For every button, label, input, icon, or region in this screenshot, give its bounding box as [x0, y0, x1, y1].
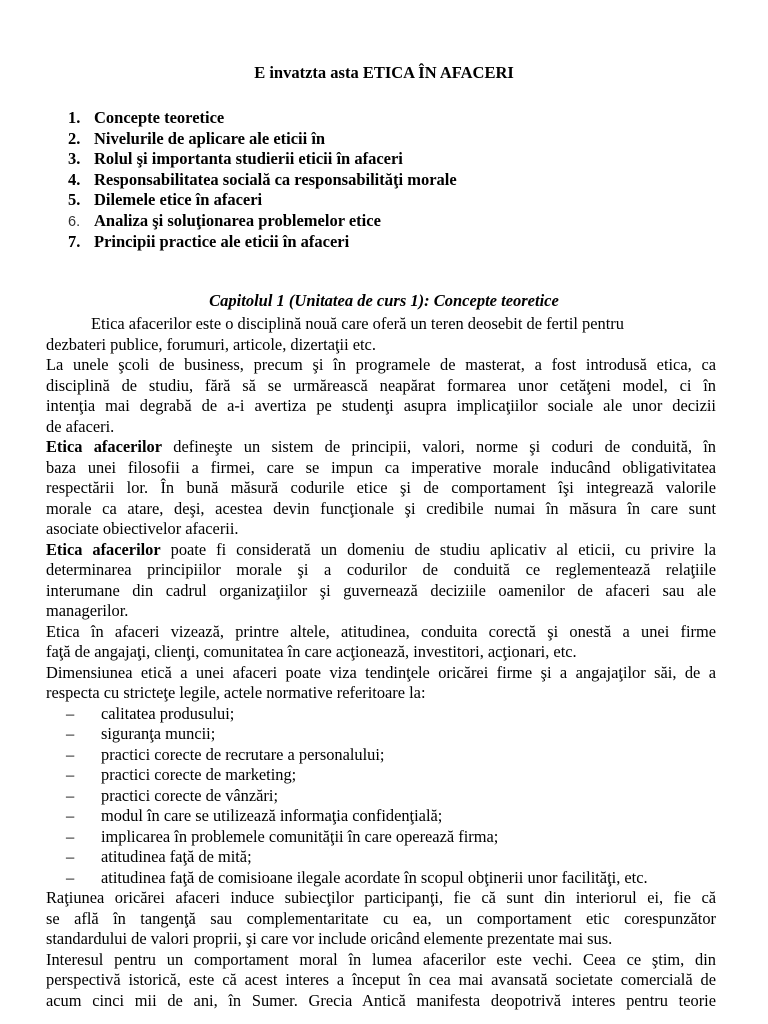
toc-item: [68, 129, 457, 150]
paragraph-text: poate fi considerată un domeniu de studiu aplicativ al eticii, cu privire la: [160, 539, 717, 559]
dash-bullet: –: [66, 826, 75, 846]
body-text: [46, 314, 716, 1011]
toc-item: [68, 170, 457, 191]
list-item: [46, 786, 716, 807]
paragraph-line: managerilor.: [46, 601, 129, 620]
toc-item: [68, 190, 457, 211]
dash-bullet: –: [66, 765, 75, 784]
paragraph-line: disciplină de studiu, fără să se urmărească neapărat formarea unor cetăţeni model, ci în: [46, 375, 716, 395]
paragraph-line: intenţia mai degrabă de a-i avertiza pe studenţi asupra implicaţiilor sociale ale unor decizii: [46, 396, 716, 415]
toc-item: [68, 108, 457, 129]
list-item-text: practici corecte de recrutare a personalului;: [101, 744, 385, 764]
paragraph-line: morale ca atare, deşi, acestea devin funcţionale şi credibile numai în măsura în care sunt: [46, 498, 716, 518]
toc-item: [68, 232, 457, 253]
dash-bullet: –: [66, 806, 75, 825]
toc-text: Concepte teoretice: [94, 108, 225, 127]
dash-bullet: –: [66, 867, 75, 887]
toc-item: [68, 211, 457, 233]
toc-number: 2.: [68, 128, 81, 148]
paragraph-line: Interesul pentru un comportament moral în lumea afacerilor este vechi. Ceea ce ştim, din: [46, 949, 716, 969]
toc-number: 6.: [68, 213, 81, 230]
list-item: [46, 704, 716, 725]
dash-bullet: –: [66, 744, 75, 764]
dash-bullet: –: [66, 847, 75, 866]
paragraph-line: Etica în afaceri vizează, printre altele, atitudinea, conduita corectă şi onestă a unei firme: [46, 621, 716, 641]
paragraph-line: baza unei filosofii a firmei, care se impun ca imperative morale inducând obligativitatea: [46, 457, 716, 477]
chapter-heading: Capitolul 1 (Unitatea de curs 1): Concepte teoretice: [209, 291, 559, 310]
list-item: [46, 765, 716, 786]
toc-number: 1.: [68, 108, 81, 127]
list-item: [46, 745, 716, 766]
list-item-text: practici corecte de marketing;: [101, 765, 297, 784]
paragraph-line: dezbateri publice, forumuri, articole, dizertaţii etc.: [46, 334, 376, 354]
paragraph-line: Etica afacerilor este o disciplină nouă care oferă un teren deosebit de fertil pentru: [91, 314, 624, 333]
bold-term: Etica afacerilor: [46, 437, 162, 456]
paragraph-line: [46, 540, 716, 561]
paragraph-line: standardului de valori proprii, şi care vor include oricând elemente prezentate mai sus.: [46, 929, 613, 948]
list-item-text: siguranţa muncii;: [101, 724, 216, 743]
paragraph-line: Dimensiunea etică a unei afaceri poate viza tendinţele oricărei firme şi a angajaţilor săi, de a: [46, 662, 716, 682]
paragraph-line: se află în tangenţă sau complementaritate cu ea, un comportament etic corespunzător: [46, 908, 716, 928]
paragraph-line: acum cinci mii de ani, în Sumer. Grecia Antică manifesta deopotrivă interes pentru teorie: [46, 990, 716, 1010]
paragraph-text: defineşte un sistem de principii, valori, norme şi coduri de conduită, în: [161, 437, 717, 456]
document-title: E invatzta asta ETICA ÎN AFACERI: [254, 63, 514, 82]
list-item-text: modul în care se utilizează informaţia confidenţială;: [101, 806, 443, 825]
toc-number: 7.: [68, 232, 81, 251]
dash-bullet: –: [66, 703, 75, 723]
toc-number: 3.: [68, 149, 81, 168]
list-item-text: calitatea produsului;: [101, 703, 235, 723]
paragraph-line: asociate obiectivelor afacerii.: [46, 519, 239, 538]
toc-text: Rolul şi importanta studierii eticii în afaceri: [94, 149, 403, 168]
list-item: [46, 847, 716, 868]
paragraph-line: perspectivă istorică, este că acest interes a început în cea mai avansată societate comercială de: [46, 970, 716, 989]
bold-term: Etica afacerilor: [46, 539, 161, 559]
list-item: [46, 868, 716, 889]
list-item-text: atitudinea faţă de mită;: [101, 847, 252, 866]
paragraph-line: [46, 437, 716, 458]
list-item: [46, 827, 716, 848]
toc-text: Dilemele etice în afaceri: [94, 190, 263, 209]
toc-item: [68, 149, 457, 170]
paragraph-line: determinarea principiilor morale şi a codurilor de conduită ce reglementează relaţiile: [46, 560, 716, 579]
toc-number: 5.: [68, 190, 81, 209]
paragraph-line: faţă de angajaţi, clienţi, comunitatea în care acţionează, investitori, acţionari, etc.: [46, 642, 577, 661]
paragraph-line: La unele şcoli de business, precum şi în programele de masterat, a fost introdusă etica, ca: [46, 355, 716, 374]
paragraph-line: interumane din cadrul organizaţiilor şi guvernează deciziile oamenilor de afaceri sau ale: [46, 580, 716, 600]
list-item: [46, 806, 716, 827]
paragraph-line: respecta cu stricteţe legile, actele normative referitoare la:: [46, 683, 426, 702]
toc-number: 4.: [68, 169, 81, 189]
list-item-text: implicarea în problemele comunităţii în care operează firma;: [101, 826, 499, 846]
paragraph-line: respectării lor. În bună măsură codurile etice şi de comportament îşi integrează valorile: [46, 478, 716, 497]
list-item-text: atitudinea faţă de comisioane ilegale acordate în scopul obţinerii unor facilităţi, etc.: [101, 867, 648, 887]
toc-text: Principii practice ale eticii în afaceri: [94, 232, 350, 251]
paragraph-line: Raţiunea oricărei afaceri induce subiecţilor participanţi, fie că sunt din interiorul ei, fie că: [46, 888, 716, 907]
dash-bullet: –: [66, 724, 75, 743]
list-item-text: practici corecte de vânzări;: [101, 785, 278, 805]
list-item: [46, 724, 716, 745]
toc-text: Responsabilitatea socială ca responsabilităţi morale: [94, 169, 457, 189]
table-of-contents: [68, 108, 457, 253]
paragraph-line: de afaceri.: [46, 416, 115, 436]
dash-bullet: –: [66, 785, 75, 805]
toc-text: Nivelurile de aplicare ale eticii în: [94, 128, 326, 148]
toc-text: Analiza şi soluţionarea problemelor etice: [94, 210, 381, 230]
